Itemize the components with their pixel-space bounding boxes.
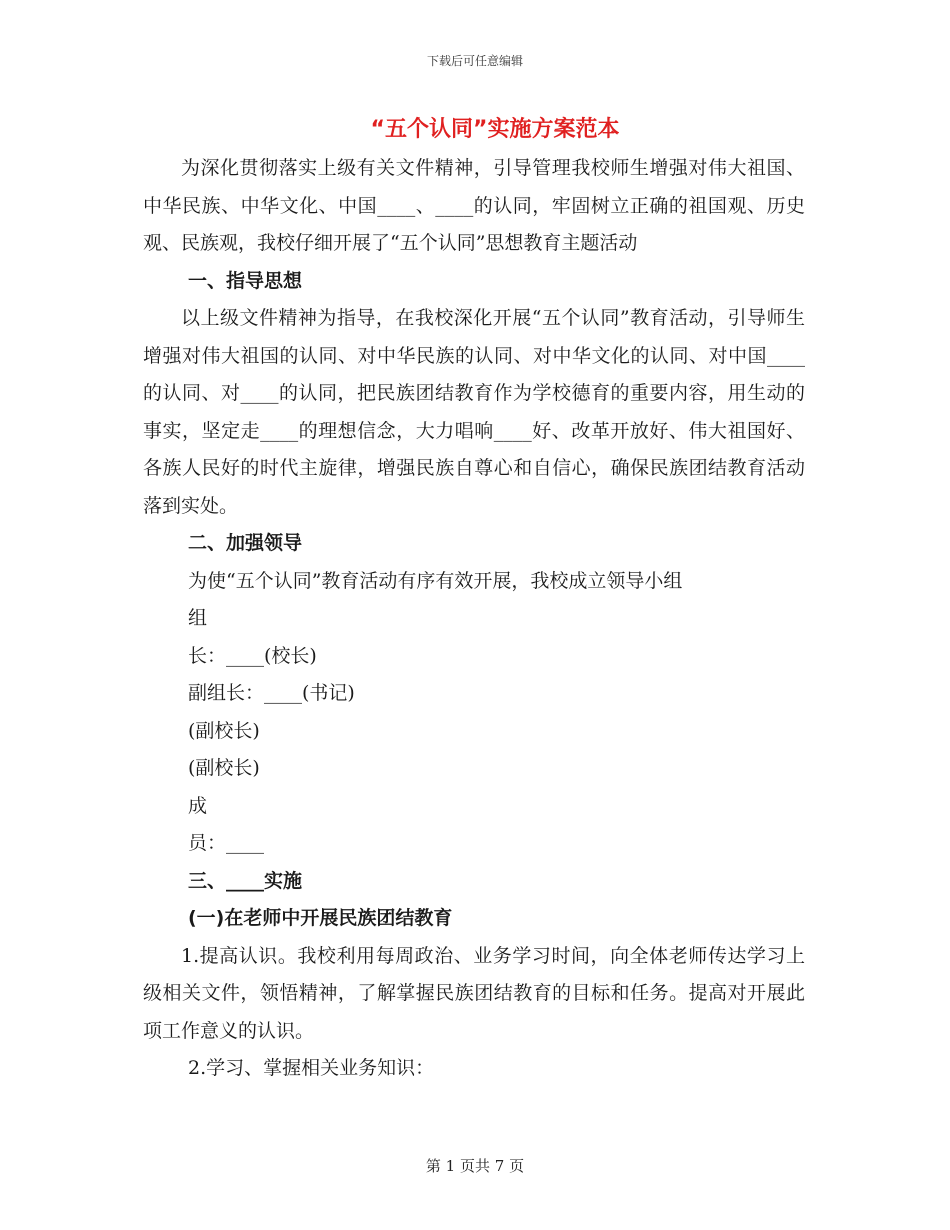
- page-footer: 第 1 页共 7 页: [425, 1157, 525, 1175]
- guiding-ideology-paragraph: 以上级文件精神为指导，在我校深化开展“五个认同”教育活动，引导师生增强对伟大祖国的认同、对中华民族的认同、对中华文化的认同、对中国____的认同、对____的认同，把民族团结教育作为学校德育的重要内容，用生动的事实，坚定走____的理想信念，大力唱响____好、改革开放好、伟大祖国好、各族人民好的时代主旋律，增强民族自尊心和自信心，确保民族团结教育活动落到实处。: [143, 307, 805, 517]
- section-heading-leadership: 二、加强领导: [188, 532, 303, 554]
- section-heading-guiding-ideology: 一、指导思想: [188, 269, 303, 292]
- page-header: 下载后可任意编辑: [426, 54, 523, 68]
- item-learn-knowledge: 2.学习、掌握相关业务知识：: [188, 1057, 435, 1079]
- document-body: [143, 150, 805, 1088]
- item-raise-awareness: 1.提高认识。我校利用每周政治、业务学习时间，向全体老师传达学习上级相关文件，领悟精神，了解掌握民族团结教育的目标和任务。提高对开展此项工作意义的认识。: [143, 944, 805, 1042]
- leadership-line: (副校长): [188, 757, 260, 779]
- section-heading-implementation: 三、____实施: [188, 869, 303, 892]
- intro-paragraph: 为深化贯彻落实上级有关文件精神，引导管理我校师生增强对伟大祖国、中华民族、中华文化、中国____、____的认同，牢固树立正确的祖国观、历史观、民族观，我校仔细开展了“五个认同”思想教育主题活动: [143, 157, 805, 254]
- leadership-line: 副组长：____(书记): [188, 682, 355, 704]
- leadership-intro: 为使“五个认同”教育活动有序有效开展，我校成立领导小组: [188, 569, 683, 592]
- leadership-line: 成: [188, 794, 208, 817]
- subsection-heading-teachers: (一)在老师中开展民族团结教育: [188, 907, 453, 929]
- leadership-line: 员：____: [188, 832, 265, 854]
- leadership-line: 组: [188, 607, 208, 629]
- document-title: “五个认同”实施方案范本: [370, 117, 620, 142]
- leadership-line: 长：____(校长): [188, 644, 317, 667]
- leadership-line: (副校长): [188, 719, 260, 742]
